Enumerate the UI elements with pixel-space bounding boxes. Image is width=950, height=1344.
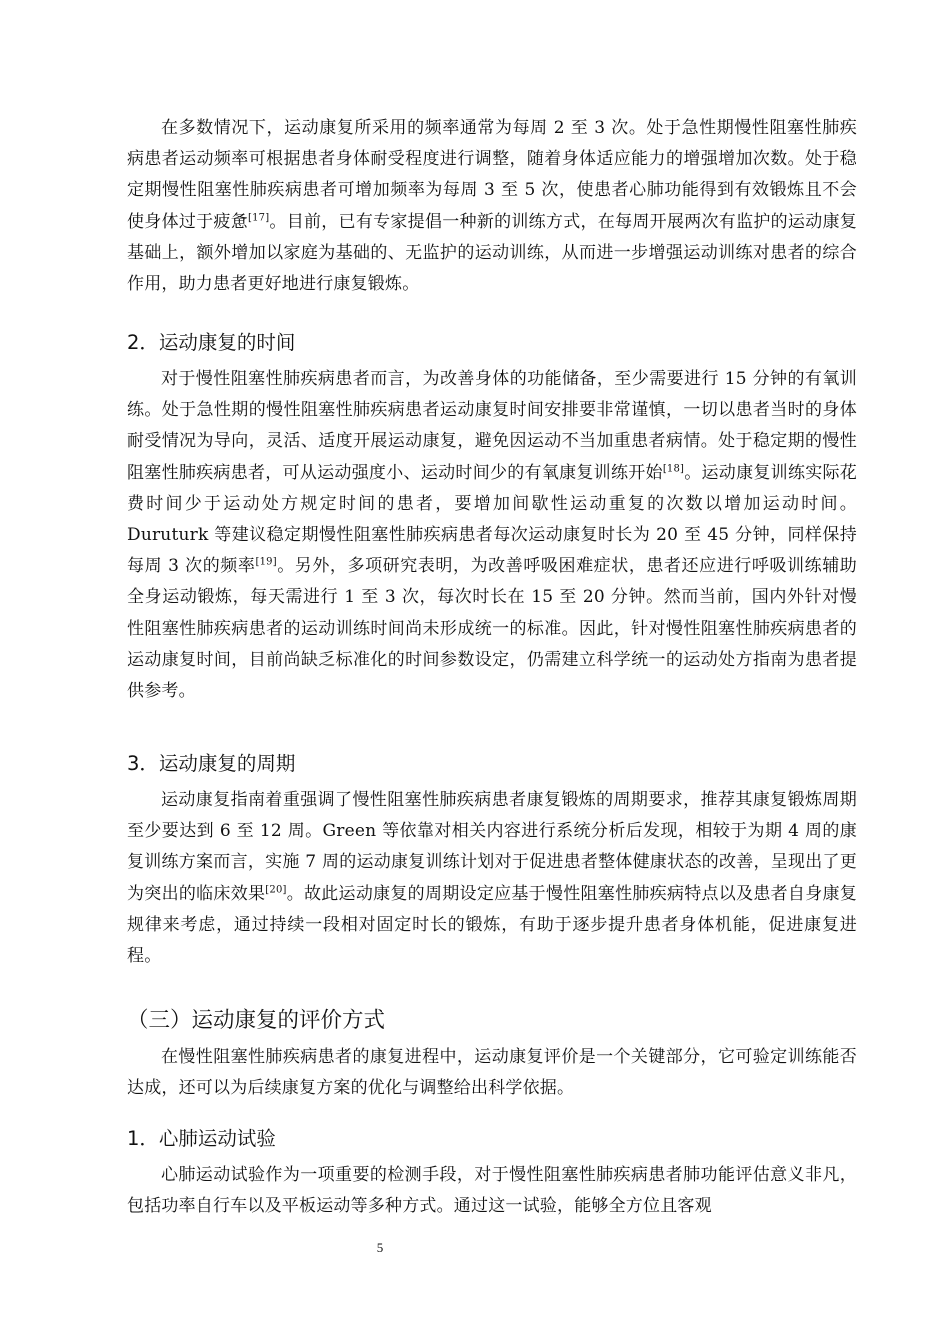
heading-cpet: 1．心肺运动试验: [127, 1127, 276, 1150]
paragraph-frequency: 在多数情况下，运动康复所采用的频率通常为每周 2 至 3 次。处于急性期慢性阻塞性肺疾病患者运动频率可根据患者身体耐受程度进行调整，随着身体适应能力的增强增加次数。处于稳定期慢性阻塞性肺疾病患者可增加频率为每周 3 至 5 次，使患者心肺功能得到有效锻炼且不会使身体过于疲惫[17]。目前，已有专家提倡一种新的训练方式，在每周开展两次有监护的运动康复基础上，额外增加以家庭为基础的、无监护的运动训练，从而进一步增强运动训练对患者的综合作用，助力患者更好地进行康复锻炼。: [127, 118, 857, 295]
citation-19: [19]: [255, 556, 277, 568]
citation-20: [20]: [265, 883, 287, 895]
paragraph-cpet: 心肺运动试验作为一项重要的检测手段，对于慢性阻塞性肺疾病患者肺功能评估意义非凡，包括功率自行车以及平板运动等多种方式。通过这一试验，能够全方位且客观: [127, 1165, 857, 1217]
paragraph-cycle: 运动康复指南着重强调了慢性阻塞性肺疾病患者康复锻炼的周期要求，推荐其康复锻炼周期至少要达到 6 至 12 周。Green 等依靠对相关内容进行系统分析后发现，相较于为期 4 周的康复训练方案而言，实施 7 周的运动康复训练计划对于促进患者整体健康状态的改善，呈现出了更为突出的临床效果[20]。故此运动康复的周期设定应基于慢性阻塞性肺疾病特点以及患者自身康复规律来考虑，通过持续一段相对固定时长的锻炼，有助于逐步提升患者身体机能，促进康复进程。: [127, 790, 857, 967]
citation-17: [17]: [248, 211, 270, 223]
heading-exercise-time: 2．运动康复的时间: [127, 331, 296, 354]
heading-evaluation-methods: （三）运动康复的评价方式: [127, 1008, 386, 1033]
paragraph-evaluation: 在慢性阻塞性肺疾病患者的康复进程中，运动康复评价是一个关键部分，它可验定训练能否达成，还可以为后续康复方案的优化与调整给出科学依据。: [127, 1047, 857, 1099]
paragraph-time: 对于慢性阻塞性肺疾病患者而言，为改善身体的功能储备，至少需要进行 15 分钟的有氧训练。处于急性期的慢性阻塞性肺疾病患者运动康复时间安排要非常谨慎，一切以患者当时的身体耐受情况为导向，灵活、适度开展运动康复，避免因运动不当加重患者病情。处于稳定期的慢性阻塞性肺疾病患者，可从运动强度小、运动时间少的有氧康复训练开始[18]。运动康复训练实际花费时间少于运动处方规定时间的患者，要增加间歇性运动重复的次数以增加运动时间。Duruturk 等建议稳定期慢性阻塞性肺疾病患者每次运动康复时长为 20 至 45 分钟，同样保持每周 3 次的频率[19]。另外，多项研究表明，为改善呼吸困难症状，患者还应进行呼吸训练辅助全身运动锻炼，每天需进行 1 至 3 次，每次时长在 15 至 20 分钟。然而当前，国内外针对慢性阻塞性肺疾病患者的运动训练时间尚未形成统一的标准。因此，针对慢性阻塞性肺疾病患者的运动康复时间，目前尚缺乏标准化的时间参数设定，仍需建立科学统一的运动处方指南为患者提供参考。: [127, 369, 858, 702]
page-number: 5: [376, 1240, 384, 1255]
citation-18: [18]: [662, 462, 685, 474]
heading-exercise-cycle: 3．运动康复的周期: [127, 752, 296, 775]
